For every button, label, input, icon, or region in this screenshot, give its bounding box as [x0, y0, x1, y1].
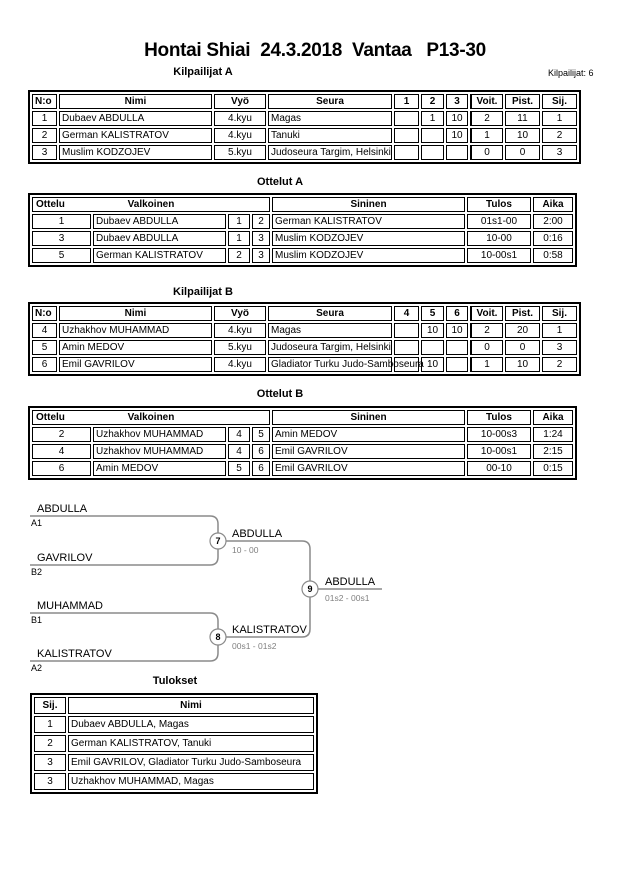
points-cell: 0	[505, 340, 540, 355]
number-cell: 2	[32, 128, 57, 143]
blue-number-cell: 6	[252, 444, 270, 459]
place-cell: 2	[34, 735, 66, 752]
col-header-result: Tulos	[467, 410, 531, 425]
col-header-time: Aika	[533, 410, 573, 425]
score-vs-5-cell: 10	[421, 323, 444, 338]
club-cell: Judoseura Targim, Helsinki	[268, 145, 392, 160]
name-cell: German KALISTRATOV, Tanuki	[68, 735, 314, 752]
blue-number-cell: 2	[252, 214, 270, 229]
col-header-club: Seura	[268, 306, 392, 321]
score-vs-1-cell	[394, 128, 419, 143]
bracket-seed-label: A2	[31, 663, 43, 673]
col-header-match: Ottelu	[36, 199, 65, 210]
table-row	[34, 754, 314, 771]
table-row	[34, 773, 314, 790]
bracket-match-score: 00s1 - 01s2	[232, 641, 277, 651]
belt-cell: 5.kyu	[214, 340, 266, 355]
blue-player-cell: Muslim KODZOJEV	[272, 231, 465, 246]
place-cell: 3	[542, 145, 577, 160]
white-player-cell: Uzhakhov MUHAMMAD	[93, 444, 226, 459]
table-row	[34, 716, 314, 733]
col-header-belt: Vyö	[214, 94, 266, 109]
table-row	[32, 111, 577, 126]
col-header-number: N:o	[32, 306, 57, 321]
results-table	[30, 693, 318, 794]
score-vs-3-cell: 10	[446, 128, 468, 143]
belt-cell: 4.kyu	[214, 323, 266, 338]
bracket-winner-name: ABDULLA	[232, 528, 283, 540]
col-header-match: Ottelu	[36, 412, 65, 423]
col-header-name: Nimi	[59, 94, 212, 109]
col-header-club: Seura	[268, 94, 392, 109]
belt-cell: 5.kyu	[214, 145, 266, 160]
bracket-winner-name: KALISTRATOV	[232, 624, 307, 636]
table-header-row	[32, 410, 573, 425]
name-cell: Uzhakhov MUHAMMAD, Magas	[68, 773, 314, 790]
points-cell: 11	[505, 111, 540, 126]
white-number-cell: 1	[228, 214, 250, 229]
score-vs-6-cell	[446, 340, 468, 355]
col-header-opp-2: 2	[421, 94, 444, 109]
score-vs-6-cell: 10	[446, 323, 468, 338]
score-vs-2-cell: 1	[421, 111, 444, 126]
belt-cell: 4.kyu	[214, 111, 266, 126]
matches-b-table	[28, 406, 577, 480]
table-row	[32, 461, 573, 476]
bracket-seed-label: A1	[31, 518, 43, 528]
col-header-opp-3: 3	[446, 94, 468, 109]
name-cell: German KALISTRATOV	[59, 128, 212, 143]
col-header-wins: Voit.	[470, 306, 503, 321]
table-row	[32, 214, 573, 229]
score-vs-2-cell	[421, 128, 444, 143]
blue-number-cell: 5	[252, 427, 270, 442]
number-cell: 4	[32, 323, 57, 338]
col-header-opp-4: 4	[394, 306, 419, 321]
score-vs-4-cell	[394, 323, 419, 338]
score-vs-1-cell	[394, 111, 419, 126]
col-header-white: Valkoinen	[127, 412, 175, 423]
points-cell: 10	[505, 128, 540, 143]
time-cell: 2:15	[533, 444, 573, 459]
number-cell: 1	[32, 111, 57, 126]
table-row	[32, 248, 573, 263]
match-number-cell: 2	[32, 427, 91, 442]
col-header-opp-5: 5	[421, 306, 444, 321]
table-header-row	[34, 697, 314, 714]
place-cell: 2	[542, 128, 577, 143]
blue-player-cell: Amin MEDOV	[272, 427, 465, 442]
table-header-row	[32, 197, 573, 212]
score-vs-3-cell	[446, 145, 468, 160]
wins-cell: 1	[470, 357, 503, 372]
white-number-cell: 4	[228, 444, 250, 459]
name-cell: Muslim KODZOJEV	[59, 145, 212, 160]
match-node-number: 7	[215, 536, 221, 546]
white-player-cell: Dubaev ABDULLA	[93, 214, 226, 229]
bracket-winner-name: ABDULLA	[325, 576, 376, 588]
bracket-match-score: 01s2 - 00s1	[325, 593, 370, 603]
points-cell: 0	[505, 145, 540, 160]
bracket-seed-label: B1	[31, 615, 43, 625]
blue-player-cell: German KALISTRATOV	[272, 214, 465, 229]
col-header-white: Valkoinen	[127, 199, 175, 210]
result-cell: 01s1-00	[467, 214, 531, 229]
col-header-name: Nimi	[59, 306, 212, 321]
club-cell: Magas	[268, 111, 392, 126]
bracket-match-score: 10 - 00	[232, 545, 259, 555]
col-header-place: Sij.	[542, 306, 577, 321]
score-vs-3-cell: 10	[446, 111, 468, 126]
white-player-cell: Dubaev ABDULLA	[93, 231, 226, 246]
name-cell: Dubaev ABDULLA, Magas	[68, 716, 314, 733]
points-cell: 20	[505, 323, 540, 338]
table-row	[32, 145, 577, 160]
section-title-matches-a: Ottelut A	[256, 176, 304, 188]
score-vs-5-cell	[421, 340, 444, 355]
bracket-diagram	[0, 495, 420, 685]
club-cell: Gladiator Turku Judo-Samboseura	[268, 357, 392, 372]
blue-player-cell: Emil GAVRILOV	[272, 461, 465, 476]
white-number-cell: 1	[228, 231, 250, 246]
blue-player-cell: Emil GAVRILOV	[272, 444, 465, 459]
place-cell: 1	[542, 323, 577, 338]
col-header-match-white	[32, 410, 270, 425]
match-node-number: 9	[307, 584, 313, 594]
name-cell: Dubaev ABDULLA	[59, 111, 212, 126]
col-header-match-white	[32, 197, 270, 212]
result-cell: 00-10	[467, 461, 531, 476]
place-cell: 3	[34, 754, 66, 771]
match-number-cell: 5	[32, 248, 91, 263]
club-cell: Magas	[268, 323, 392, 338]
bracket-seed-label: B2	[31, 567, 43, 577]
pool-a-table	[28, 90, 581, 164]
score-vs-5-cell: 10	[421, 357, 444, 372]
table-row	[34, 735, 314, 752]
belt-cell: 4.kyu	[214, 357, 266, 372]
pool-b-table	[28, 302, 581, 376]
wins-cell: 0	[470, 340, 503, 355]
points-cell: 10	[505, 357, 540, 372]
blue-player-cell: Muslim KODZOJEV	[272, 248, 465, 263]
matches-a-table	[28, 193, 577, 267]
score-vs-1-cell	[394, 145, 419, 160]
wins-cell: 0	[470, 145, 503, 160]
col-header-blue: Sininen	[272, 410, 465, 425]
col-header-number: N:o	[32, 94, 57, 109]
blue-number-cell: 6	[252, 461, 270, 476]
match-node-number: 8	[215, 632, 221, 642]
wins-cell: 2	[470, 111, 503, 126]
result-cell: 10-00s3	[467, 427, 531, 442]
time-cell: 0:15	[533, 461, 573, 476]
page-title: Hontai Shiai 24.3.2018 Vantaa P13-30	[144, 40, 486, 61]
wins-cell: 2	[470, 323, 503, 338]
col-header-points: Pist.	[505, 94, 540, 109]
result-cell: 10-00	[467, 231, 531, 246]
col-header-belt: Vyö	[214, 306, 266, 321]
table-header-row	[32, 306, 577, 321]
col-header-time: Aika	[533, 197, 573, 212]
club-cell: Tanuki	[268, 128, 392, 143]
white-number-cell: 5	[228, 461, 250, 476]
wins-cell: 1	[470, 128, 503, 143]
table-header-row	[32, 94, 577, 109]
blue-number-cell: 3	[252, 248, 270, 263]
table-row	[32, 323, 577, 338]
time-cell: 1:24	[533, 427, 573, 442]
table-row	[32, 357, 577, 372]
white-player-cell: Amin MEDOV	[93, 461, 226, 476]
table-row	[32, 128, 577, 143]
place-cell: 3	[542, 340, 577, 355]
match-number-cell: 1	[32, 214, 91, 229]
place-cell: 2	[542, 357, 577, 372]
match-number-cell: 6	[32, 461, 91, 476]
result-cell: 10-00s1	[467, 444, 531, 459]
name-cell: Emil GAVRILOV	[59, 357, 212, 372]
white-number-cell: 2	[228, 248, 250, 263]
score-vs-4-cell	[394, 340, 419, 355]
time-cell: 0:58	[533, 248, 573, 263]
time-cell: 2:00	[533, 214, 573, 229]
place-cell: 3	[34, 773, 66, 790]
section-title-matches-b: Ottelut B	[256, 388, 304, 400]
section-title-pool-a: Kilpailijat A	[173, 66, 233, 78]
bracket-player-name: KALISTRATOV	[37, 648, 112, 660]
score-vs-2-cell	[421, 145, 444, 160]
score-vs-6-cell	[446, 357, 468, 372]
col-header-name: Nimi	[68, 697, 314, 714]
col-header-points: Pist.	[505, 306, 540, 321]
number-cell: 3	[32, 145, 57, 160]
table-row	[32, 444, 573, 459]
name-cell: Amin MEDOV	[59, 340, 212, 355]
col-header-place: Sij.	[34, 697, 66, 714]
place-cell: 1	[34, 716, 66, 733]
name-cell: Emil GAVRILOV, Gladiator Turku Judo-Samboseura	[68, 754, 314, 771]
section-title-pool-b: Kilpailijat B	[173, 286, 233, 298]
white-player-cell: German KALISTRATOV	[93, 248, 226, 263]
col-header-wins: Voit.	[470, 94, 503, 109]
number-cell: 5	[32, 340, 57, 355]
match-number-cell: 3	[32, 231, 91, 246]
table-row	[32, 427, 573, 442]
competitors-count-label: Kilpailijat: 6	[548, 68, 594, 78]
bracket-player-name: MUHAMMAD	[37, 600, 103, 612]
col-header-place: Sij.	[542, 94, 577, 109]
club-cell: Judoseura Targim, Helsinki	[268, 340, 392, 355]
col-header-blue: Sininen	[272, 197, 465, 212]
col-header-opp-6: 6	[446, 306, 468, 321]
belt-cell: 4.kyu	[214, 128, 266, 143]
time-cell: 0:16	[533, 231, 573, 246]
bracket-player-name: GAVRILOV	[37, 552, 93, 564]
section-title-results: Tulokset	[152, 675, 198, 687]
result-cell: 10-00s1	[467, 248, 531, 263]
number-cell: 6	[32, 357, 57, 372]
table-row	[32, 340, 577, 355]
white-number-cell: 4	[228, 427, 250, 442]
match-number-cell: 4	[32, 444, 91, 459]
col-header-opp-1: 1	[394, 94, 419, 109]
name-cell: Uzhakhov MUHAMMAD	[59, 323, 212, 338]
blue-number-cell: 3	[252, 231, 270, 246]
col-header-result: Tulos	[467, 197, 531, 212]
bracket-player-name: ABDULLA	[37, 503, 88, 515]
white-player-cell: Uzhakhov MUHAMMAD	[93, 427, 226, 442]
place-cell: 1	[542, 111, 577, 126]
table-row	[32, 231, 573, 246]
